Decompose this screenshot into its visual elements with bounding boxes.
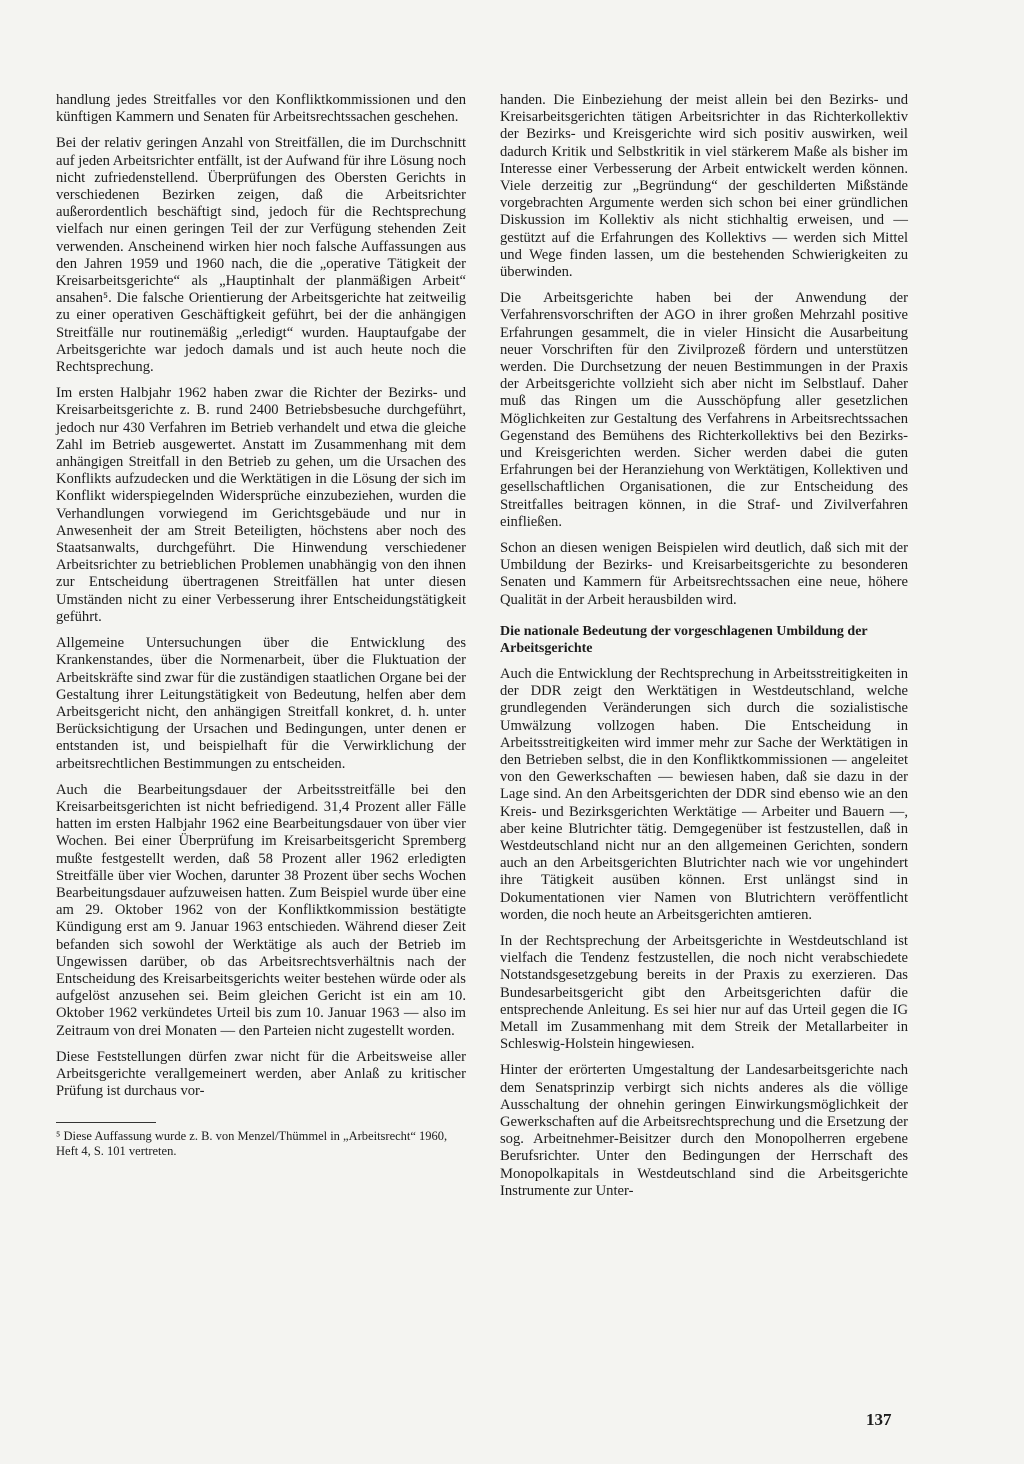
footnote-divider: [56, 1122, 156, 1123]
page-number: 137: [866, 1410, 892, 1429]
paragraph: Im ersten Halbjahr 1962 haben zwar die Richter der Bezirks- und Kreisarbeitsgerichte z. B. rund 2400 Betriebsbesuche durchgeführt, jedoch nur 430 Verfahren im Betrieb verhandelt und etwa die gleiche Zahl im Betrieb ausgewertet. Anstatt im Zusammenhang mit dem anhängigen Streitfall in den Betrieb zu gehen, um die Ursachen des Konflikts aufzudecken und die Werktätigen in die Lösung der sich im Konflikt widerspiegelnden Widersprüche einzubeziehen, wurden die Verhandlungen vorwiegend im Gerichtsgebäude und nur in Anwesenheit der am Streit Beteiligten, höchstens aber noch des Staatsanwalts, durchgeführt. Die Hinwendung verschiedener Arbeitsrichter zu betrieblichen Problemen unabhängig von den ihnen zur Entscheidung übertragenen Streitfällen hat unter diesen Umständen nicht zu einer Verbesserung ihrer Entscheidungstätigkeit geführt.: [56, 385, 466, 625]
paragraph: Diese Feststellungen dürfen zwar nicht für die Arbeitsweise aller Arbeitsgerichte verallgemeinert werden, aber Anlaß zu kritischer Prüfung ist durchaus vor-: [56, 1048, 466, 1100]
paragraph: handen. Die Einbeziehung der meist allein bei den Bezirks- und Kreisarbeitsgerichten tätigen Arbeitsrichter in das Richterkollektiv der Bezirks- und Kreisgerichte wird sich positiv auswirken, weil dadurch Kritik und Selbstkritik in viel stärkerem Maße als bisher im Interesse einer Verbesserung der Arbeit entwickelt werden können. Viele derzeitig zur „Begründung“ der geschilderten Mißstände vorgebrachten Argumente werden sich schon bei einer gründlichen Diskussion im Kollektiv als nicht stichhaltig erweisen, und — gestützt auf die Erfahrungen des Kollektivs — werden sich Mittel und Wege finden lassen, um die bestehenden Schwierigkeiten zu überwinden.: [500, 92, 908, 281]
paragraph: handlung jedes Streitfalles vor den Konfliktkommissionen und den künftigen Kammern und Senaten für Arbeitsrechtssachen geschehen.: [56, 92, 466, 126]
paragraph: Schon an diesen wenigen Beispielen wird deutlich, daß sich mit der Umbildung der Bezirks- und Kreisarbeitsgerichte zu besonderen Senaten und Kammern für Arbeitsrechtssachen eine neue, höhere Qualität in der Arbeit herausbilden wird.: [500, 540, 908, 608]
paragraph: Auch die Bearbeitungsdauer der Arbeitsstreitfälle bei den Kreisarbeitsgerichten ist nicht befriedigend. 31,4 Prozent aller Fälle hatten im ersten Halbjahr 1962 eine Bearbeitungsdauer von über vier Wochen. Bei einer Überprüfung im Kreisarbeitsgericht Spremberg mußte festgestellt werden, daß 58 Prozent aller 1962 erledigten Streitfälle über vier Wochen, darunter 38 Prozent über sechs Wochen Bearbeitungsdauer aufzuweisen hatten. Zum Beispiel wurde über eine am 29. Oktober 1962 von der Konfliktkommission bestätigte Kündigung erst am 9. Januar 1963 entschieden. Während dieser Zeit befanden sich sowohl der Werktätige als auch der Betrieb im Ungewissen darüber, ob das Arbeitsrechtsverhältnis nach der Entscheidung des Kreisarbeitsgerichts weiter bestehen würde oder als aufgelöst anzusehen sei. Beim gleichen Gericht ist ein am 10. Oktober 1962 verkündetes Urteil bis zum 10. Januar 1963 — also im Zeitraum von drei Monaten — den Parteien nicht zugestellt worden.: [56, 781, 466, 1039]
paragraph: Die Arbeitsgerichte haben bei der Anwendung der Verfahrensvorschriften der AGO in ihrer großen Mehrzahl positive Erfahrungen gesammelt, die in vieler Hinsicht die Ausarbeitung neuer Vorschriften für den Zivilprozeß fördern und unterstützen werden. Die Durchsetzung der neuen Bestimmungen in der Praxis der Arbeitsgerichte vollzieht sich aber nicht im Selbstlauf. Daher muß das Ringen um die Ausschöpfung aller gesetzlichen Möglichkeiten zur Gestaltung des Verfahrens in Arbeitsrechtssachen Gegenstand des Bemühens des Richterkollektivs bei den Bezirks- und Kreisgerichten werden. Sicher werden dabei die guten Erfahrungen bei der Heranziehung von Werktätigen, Kollektiven und gesellschaftlichen Organisationen, die zur Entscheidung des Streitfalles beitragen können, in die Straf- und Zivilverfahren einfließen.: [500, 290, 908, 530]
left-column: [56, 92, 466, 1159]
footnote: ⁵ Diese Auffassung wurde z. B. von Menzel/Thümmel in „Arbeitsrecht“ 1960, Heft 4, S. 101 vertreten.: [56, 1129, 448, 1159]
paragraph: Auch die Entwicklung der Rechtsprechung in Arbeitsstreitigkeiten in der DDR zeigt den Werktätigen in Westdeutschland, welche grundlegenden Veränderungen sich durch die sozialistische Umwälzung vollzogen haben. Die Entscheidung in Arbeitsstreitigkeiten wird immer mehr zur Sache der Werktätigen in den Betrieben selbst, die in den Konfliktkommissionen — angeleitet von den Gewerkschaften — bewiesen haben, daß sie dazu in der Lage sind. An den Arbeitsgerichten der DDR sind ebenso wie an den Kreis- und Bezirksgerichten Werktätige — Arbeiter und Bauern —, aber keine Blutrichter tätig. Demgegenüber ist festzustellen, daß in Westdeutschland nicht nur an den allgemeinen Gerichten, sondern auch an den Arbeitsgerichten Blutrichter nach wie vor ungehindert ihre Tätigkeit ausüben können. Erst unlängst sind in Dokumentationen vier Namen von Blutrichtern veröffentlicht worden, die noch heute an Arbeitsgerichten amtieren.: [500, 665, 908, 923]
paragraph: Hinter der erörterten Umgestaltung der Landesarbeitsgerichte nach dem Senatsprinzip verbirgt sich nichts anderes als die völlige Ausschaltung der ohnehin geringen Einwirkungsmöglichkeit der Gewerkschaften auf die Arbeitsrechtsprechung und die Ersetzung der sog. Arbeitnehmer-Beisitzer durch den Monopolherren ergebene Berufsrichter. Unter den Bedingungen der Herrschaft des Monopolkapitals in Westdeutschland sind die Arbeitsgerichte Instrumente zur Unter-: [500, 1062, 908, 1199]
paragraph: In der Rechtsprechung der Arbeitsgerichte in Westdeutschland ist vielfach die Tendenz festzustellen, die noch nicht verabschiedete Notstandsgesetzgebung bereits in der Praxis zu exerzieren. Das Bundesarbeitsgericht gibt den Arbeitsgerichten dafür die entsprechende Anleitung. Es sei hier nur auf das Urteil gegen die IG Metall im Zusammenhang mit dem Streik der Metallarbeiter in Schleswig-Holstein hingewiesen.: [500, 932, 908, 1053]
right-column: [500, 92, 908, 1209]
paragraph: Bei der relativ geringen Anzahl von Streitfällen, die im Durchschnitt auf jeden Arbeitsrichter entfällt, ist der Aufwand für ihre Lösung noch nicht zufriedenstellend. Überprüfungen des Obersten Gerichts in verschiedenen Bezirken zeigen, daß die Arbeitsrichter außerordentlich beschäftigt sind, jedoch für die Rechtsprechung vielfach nur einen geringen Teil der zur Verfügung stehenden Zeit verwenden. Anscheinend wirken hier noch falsche Auffassungen aus den Jahren 1959 und 1960 nach, die die „operative Tätigkeit der Kreisarbeitsgerichte“ als „Hauptinhalt der planmäßigen Arbeit“ ansahen⁵. Die falsche Orientierung der Arbeitsgerichte hat zeitweilig zu einer operativen Geschäftigkeit geführt, bei der die anhängigen Streitfälle nur routinemäßig „erledigt“ wurden. Hauptaufgabe der Arbeitsgerichte war jedoch damals und ist auch heute noch die Rechtsprechung.: [56, 135, 466, 376]
paragraph: Allgemeine Untersuchungen über die Entwicklung des Krankenstandes, über die Normenarbeit, über die Fluktuation der Arbeitskräfte sind zwar für die zuständigen staatlichen Organe bei der Gestaltung ihrer Leitungstätigkeit von Bedeutung, helfen aber dem Arbeitsgericht nicht, den anhängigen Streitfall konkret, d. h. unter Berücksichtigung der Ursachen und Bedingungen, unter denen er entstanden ist, und beispielhaft für die Verwirklichung der arbeitsrechtlichen Bestimmungen zu entscheiden.: [56, 635, 466, 772]
section-heading: Die nationale Bedeutung der vorgeschlagenen Umbildung der Arbeitsgerichte: [500, 623, 868, 656]
